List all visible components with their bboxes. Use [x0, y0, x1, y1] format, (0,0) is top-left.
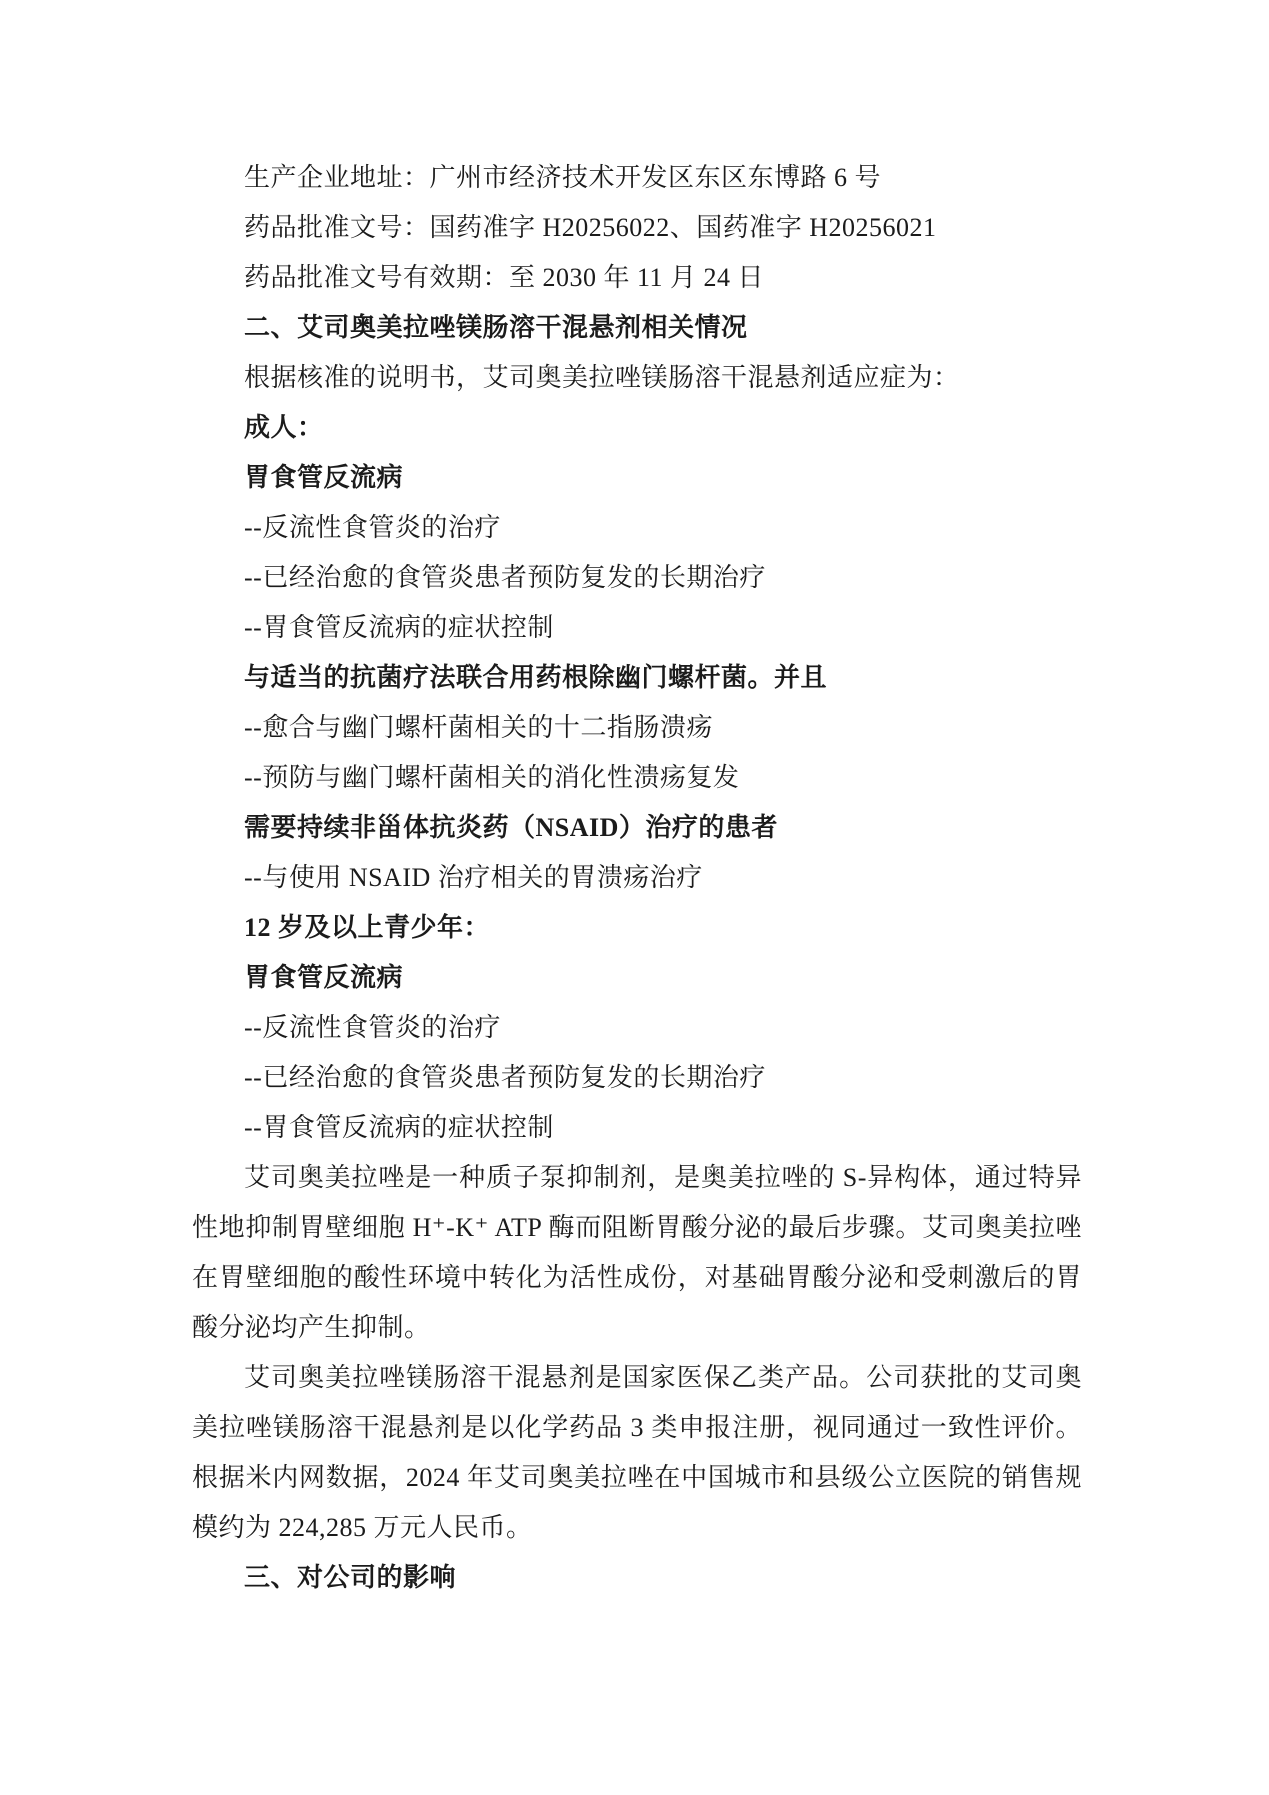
approval-number-line: 药品批准文号：国药准字 H20256022、国药准字 H20256021	[244, 213, 937, 242]
indication-gerd-symptom-control-2: --胃食管反流病的症状控制	[244, 1113, 554, 1142]
esomeprazole-mechanism-paragraph: 艾司奥美拉唑是一种质子泵抑制剂，是奥美拉唑的 S-异构体，通过特异性地抑制胃壁细胞 H⁺-K⁺ ATP 酶而阻断胃酸分泌的最后步骤。艾司奥美拉唑在胃壁细胞的酸性环境中转化为活性成份，对基础胃酸分泌和受刺激后的胃酸分泌均产生抑制。	[192, 1163, 1082, 1342]
section-heading-2: 二、艾司奥美拉唑镁肠溶干混悬剂相关情况	[244, 313, 748, 342]
indication-healed-esophagitis-longterm: --已经治愈的食管炎患者预防复发的长期治疗	[244, 563, 766, 592]
gerd-heading-adolescents: 胃食管反流病	[244, 963, 404, 992]
product-market-paragraph: 艾司奥美拉唑镁肠溶干混悬剂是国家医保乙类产品。公司获批的艾司奥美拉唑镁肠溶干混悬剂是以化学药品 3 类申报注册，视同通过一致性评价。根据米内网数据，2024 年艾司奥美拉唑在中国城市和县级公立医院的销售规模约为 224,285 万元人民币。	[192, 1363, 1082, 1542]
section-heading-3: 三、对公司的影响	[244, 1563, 457, 1592]
indication-gerd-symptom-control: --胃食管反流病的症状控制	[244, 613, 554, 642]
indication-peptic-ulcer-relapse-prevention: --预防与幽门螺杆菌相关的消化性溃疡复发	[244, 763, 740, 792]
adults-heading: 成人：	[244, 413, 324, 442]
indication-reflux-esophagitis-treatment: --反流性食管炎的治疗	[244, 513, 501, 542]
indication-reflux-esophagitis-treatment-2: --反流性食管炎的治疗	[244, 1013, 501, 1042]
indication-duodenal-ulcer-healing: --愈合与幽门螺杆菌相关的十二指肠溃疡	[244, 713, 713, 742]
gerd-heading-adults: 胃食管反流病	[244, 463, 404, 492]
indication-healed-esophagitis-longterm-2: --已经治愈的食管炎患者预防复发的长期治疗	[244, 1063, 766, 1092]
producer-address-line: 生产企业地址：广州市经济技术开发区东区东博路 6 号	[244, 163, 882, 192]
approval-validity-line: 药品批准文号有效期：至 2030 年 11 月 24 日	[244, 263, 765, 292]
nsaid-patients-heading: 需要持续非甾体抗炎药（NSAID）治疗的患者	[244, 813, 778, 842]
document-content	[192, 153, 1082, 1603]
indications-intro-line: 根据核准的说明书，艾司奥美拉唑镁肠溶干混悬剂适应症为：	[244, 363, 960, 392]
adolescents-heading: 12 岁及以上青少年：	[244, 913, 491, 942]
hp-eradication-heading: 与适当的抗菌疗法联合用药根除幽门螺杆菌。并且	[244, 663, 828, 692]
indication-nsaid-gastric-ulcer: --与使用 NSAID 治疗相关的胃溃疡治疗	[244, 863, 703, 892]
